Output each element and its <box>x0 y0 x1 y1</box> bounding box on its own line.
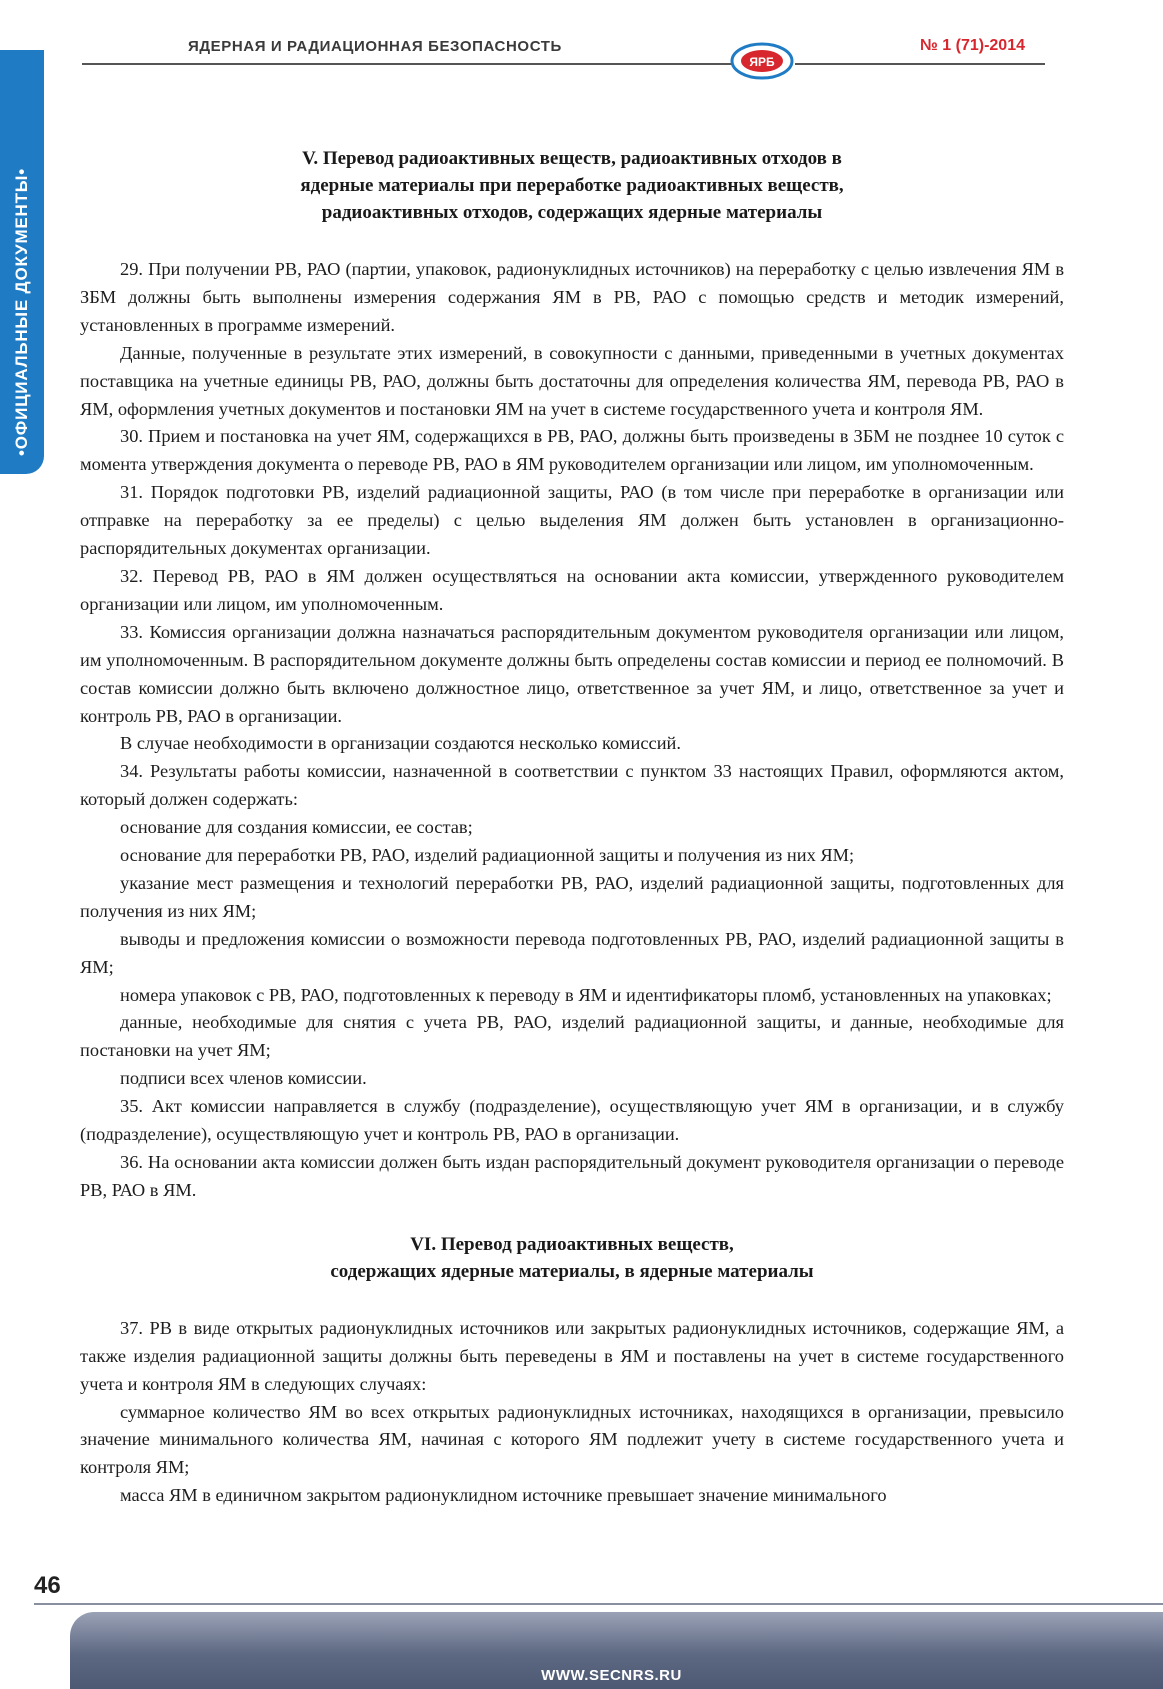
section-5-heading-line: ядерные материалы при переработке радиоактивных веществ, <box>300 175 844 196</box>
section-6-heading-line: VI. Перевод радиоактивных веществ, <box>410 1233 734 1255</box>
list-item: номера упаковок с РВ, РАО, подготовленных к переводу в ЯМ и идентификаторы пломб, установленных на упаковках; <box>120 984 1052 1005</box>
logo-lettering: ЯРБ <box>749 55 775 69</box>
article-body <box>80 140 1064 1510</box>
section-6-heading-line: содержащих ядерные материалы, в ядерные материалы <box>330 1260 814 1282</box>
paragraph: Данные, полученные в результате этих измерений, в совокупности с данными, приведенными в учетных документах поставщика на учетные единицы РВ, РАО, должны быть достаточны для определения количества ЯМ, перевода РВ, РАО в ЯМ, оформления учетных документов и постановки ЯМ на учет в системе государственного учета и контроля ЯМ. <box>80 342 1064 419</box>
paragraph: 37. РВ в виде открытых радионуклидных источников или закрытых радионуклидных источников, содержащие ЯМ, а также изделия радиационной защиты должны быть переведены в ЯМ и поставлены на учет в системе государственного учета и контроля ЯМ в следующих случаях: <box>80 1317 1064 1394</box>
section-side-tab <box>0 50 44 474</box>
paragraph: 35. Акт комиссии направляется в службу (подразделение), осуществляющую учет ЯМ в организации, и в службу (подразделение), осуществляющую учет и контроль РВ, РАО в организации. <box>80 1096 1064 1145</box>
header-divider-left <box>82 63 732 65</box>
paragraph: 32. Перевод РВ, РАО в ЯМ должен осуществляться на основании акта комиссии, утвержденного руководителем организации или лицом, им уполномоченным. <box>80 565 1064 614</box>
issue-number: № 1 (71)-2014 <box>920 37 1025 54</box>
list-item: основание для переработки РВ, РАО, изделий радиационной защиты и получения из них ЯМ; <box>120 845 855 866</box>
side-tab-label: •ОФИЦИАЛЬНЫЕ ДОКУМЕНТЫ• <box>12 167 31 457</box>
paragraph: 33. Комиссия организации должна назначаться распорядительным документом руководителя организации или лицом, им уполномоченным. В распорядительном документе должны быть определены состав комиссии и период ее полномочий. В состав комиссии должно быть включено должностное лицо, ответственное за учет ЯМ, и лицо, ответственное за учет и контроль РВ, РАО в организации. <box>80 621 1064 726</box>
paragraph: В случае необходимости в организации создаются несколько комиссий. <box>120 733 681 754</box>
header-divider-right <box>795 63 1045 65</box>
paragraph: 29. При получении РВ, РАО (партии, упаковок, радионуклидных источников) на переработку с целью извлечения ЯМ в ЗБМ должны быть выполнены измерения содержания ЯМ в РВ, РАО с помощью средств и методик измерений, установленных в программе измерений. <box>80 259 1064 335</box>
list-item: масса ЯМ в единичном закрытом радионуклидном источнике превышает значение минимального <box>120 1485 887 1506</box>
list-item: суммарное количество ЯМ во всех открытых радионуклидных источниках, находящихся в организации, превысило значение минимального количества ЯМ, начиная с которого ЯМ подлежит учету в системе государственного учета и контроля ЯМ; <box>80 1401 1064 1478</box>
footer-divider <box>34 1603 1163 1605</box>
website-link[interactable]: WWW.SECNRS.RU <box>541 1667 682 1684</box>
list-item: основание для создания комиссии, ее состав; <box>120 817 473 838</box>
page-number: 46 <box>34 1572 61 1599</box>
paragraph: 34. Результаты работы комиссии, назначенной в соответствии с пунктом 33 настоящих Правил, оформляются актом, который должен содержать: <box>80 761 1064 810</box>
journal-title: ЯДЕРНАЯ И РАДИАЦИОННАЯ БЕЗОПАСНОСТЬ <box>188 38 562 55</box>
list-item: данные, необходимые для снятия с учета РВ, РАО, изделий радиационной защиты, и данные, необходимые для постановки на учет ЯМ; <box>80 1012 1064 1061</box>
list-item: подписи всех членов комиссии. <box>120 1068 367 1089</box>
section-5-heading-line: V. Перевод радиоактивных веществ, радиоактивных отходов в <box>302 148 842 169</box>
paragraph: 30. Прием и постановка на учет ЯМ, содержащихся в РВ, РАО, должны быть произведены в ЗБМ не позднее 10 суток с момента утверждения документа о переводе РВ, РАО в ЯМ руководителем организации или лицом, им уполномоченным. <box>80 426 1064 475</box>
list-item: выводы и предложения комиссии о возможности перевода подготовленных РВ, РАО, изделий радиационной защиты в ЯМ; <box>80 928 1064 977</box>
section-5-heading-line: радиоактивных отходов, содержащих ядерные материалы <box>321 202 823 223</box>
section-5-heading <box>80 145 1064 226</box>
paragraph: 31. Порядок подготовки РВ, изделий радиационной защиты, РАО (в том числе при переработке в организации или отправке на переработку за ее пределы) с целью выделения ЯМ должен быть установлен в организационно-распорядительных документах организации. <box>80 482 1064 559</box>
paragraph: 36. На основании акта комиссии должен быть издан распорядительный документ руководителя организации о переводе РВ, РАО в ЯМ. <box>80 1152 1064 1200</box>
list-item: указание мест размещения и технологий переработки РВ, РАО, изделий радиационной защиты, подготовленных для получения из них ЯМ; <box>80 872 1064 921</box>
journal-logo <box>728 40 796 82</box>
page-header <box>0 0 1163 80</box>
section-6-heading <box>80 1231 1064 1285</box>
